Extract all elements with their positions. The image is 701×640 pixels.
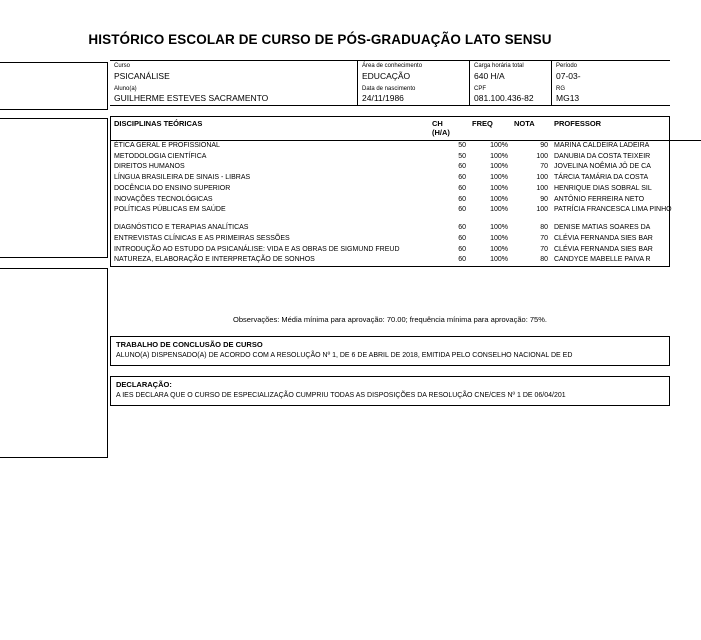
box-registro <box>0 118 108 258</box>
cell-disciplina: DOCÊNCIA DO ENSINO SUPERIOR <box>114 184 231 192</box>
box-registro-line-5 <box>0 189 101 198</box>
cell-nota: 90 <box>540 195 548 203</box>
cell-ch: 60 <box>458 206 466 214</box>
table-row <box>111 205 701 216</box>
cell-professor: CLÉVIA FERNANDA SIES BAR <box>554 234 653 242</box>
cell-professor: DENISE MATIAS SOARES DA <box>554 224 651 231</box>
cell-professor: ANTÔNIO FERREIRA NETO <box>554 195 645 203</box>
cell-ch: 60 <box>458 174 466 181</box>
cell-disciplina: NATUREZA, ELABORAÇÃO E INTERPRETAÇÃO DE SONHOS <box>114 256 315 264</box>
cell-nota: 70 <box>540 234 548 242</box>
trabalho-title: TRABALHO DE CONCLUSÃO DE CURSO <box>116 340 263 349</box>
page-title: HISTÓRICO ESCOLAR DE CURSO DE PÓS-GRADUAÇÃO LATO SENSU <box>88 32 552 47</box>
carga-label: Carga horária total <box>474 63 524 69</box>
rg-value: MG13 <box>556 93 580 104</box>
cell-freq: 100% <box>490 234 508 242</box>
cell-nota: 100 <box>536 152 548 160</box>
header-col-area-nascimento <box>358 61 470 105</box>
cell-ch: 60 <box>458 256 466 264</box>
nascimento-label: Data de nascimento <box>362 85 416 92</box>
box-registro-line-2 <box>0 148 101 157</box>
cell-ch: 50 <box>458 141 466 149</box>
nascimento-value: 24/11/1986 <box>362 93 404 104</box>
panel-trabalho-conclusao <box>110 336 670 366</box>
cell-disciplina: ENTREVISTAS CLÍNICAS E AS PRIMEIRAS SESSÕES <box>114 234 290 242</box>
header-col-carga-cpf <box>470 61 552 105</box>
cell-ch: 60 <box>458 224 466 231</box>
grades-table-body <box>111 140 701 266</box>
cell-freq: 100% <box>490 141 508 149</box>
box-registro-title <box>0 123 101 135</box>
cell-freq: 100% <box>490 163 508 171</box>
periodo-label: Período <box>556 63 578 69</box>
cell-nota: 90 <box>540 141 548 149</box>
cell-professor: PATRÍCIA FRANCESCA LIMA PINHO <box>554 206 672 214</box>
cell-ch: 50 <box>458 152 466 160</box>
carga-value: 640 H/A <box>474 70 505 81</box>
grades-table-container <box>110 116 670 267</box>
table-row <box>111 245 701 256</box>
cell-freq: 100% <box>490 206 508 214</box>
cell-freq: 100% <box>490 174 508 181</box>
col-nota: NOTA <box>511 117 551 140</box>
grades-table-head <box>111 117 701 140</box>
box-autenticidade-title <box>0 273 101 285</box>
col-ch-sub: (H/A) <box>432 128 450 138</box>
table-row <box>111 140 701 151</box>
table-row <box>111 195 701 206</box>
cell-freq: 100% <box>490 256 508 264</box>
cell-disciplina: POLÍTICAS PÚBLICAS EM SAÚDE <box>114 206 226 214</box>
col-disciplinas: DISCIPLINAS TEÓRICAS <box>111 117 429 140</box>
cell-disciplina: INOVAÇÕES TECNOLÓGICAS <box>114 195 213 203</box>
aluno-value: GUILHERME ESTEVES SACRAMENTO <box>114 93 269 104</box>
table-row <box>111 152 701 163</box>
cpf-value: 081.100.436-82 <box>474 93 534 104</box>
cell-disciplina: METODOLOGIA CIENTÍFICA <box>114 152 207 160</box>
box-registro-line-3 <box>0 158 101 167</box>
cell-disciplina: DIREITOS HUMANOS <box>114 163 185 171</box>
table-group-spacer <box>111 216 701 223</box>
table-row <box>111 162 701 173</box>
box-alcance-title <box>0 67 101 79</box>
cell-nota: 100 <box>536 206 548 214</box>
col-professor: PROFESSOR <box>551 117 701 140</box>
header-col-curso-aluno <box>110 61 358 105</box>
col-freq: FREQ <box>469 117 511 140</box>
table-row <box>111 255 701 266</box>
cell-ch: 60 <box>458 163 466 171</box>
cell-nota: 70 <box>540 245 548 253</box>
col-ch <box>429 117 469 140</box>
cell-professor: HENRIQUE DIAS SOBRAL SIL <box>554 184 652 192</box>
col-ch-label: CH <box>432 119 443 128</box>
cell-freq: 100% <box>490 184 508 192</box>
box-registro-line-4 <box>0 173 101 182</box>
cell-professor: DANUBIA DA COSTA TEIXEIR <box>554 152 651 160</box>
aluno-label: Aluno(a) <box>114 85 137 92</box>
area-value: EDUCAÇÃO <box>362 70 411 81</box>
panel-declaracao <box>110 376 670 406</box>
declaracao-text: A IES DECLARA QUE O CURSO DE ESPECIALIZAÇÃO CUMPRIU TODAS AS DISPOSIÇÕES DA RESOLUÇÃO CNE/CES Nº 1 DE 06/04/201 <box>116 392 566 399</box>
cell-nota: 80 <box>540 224 548 231</box>
curso-value: PSICANÁLISE <box>114 70 170 81</box>
rg-label: RG <box>556 85 565 92</box>
table-row <box>111 223 701 234</box>
box-alcance-line-1 <box>0 83 101 92</box>
box-alcance-line-2 <box>0 92 101 101</box>
cell-nota: 100 <box>536 174 548 181</box>
cell-freq: 100% <box>490 152 508 160</box>
header-col-periodo-rg <box>552 61 670 105</box>
cell-freq: 100% <box>490 195 508 203</box>
cell-disciplina: ÉTICA GERAL E PROFISSIONAL <box>114 141 220 149</box>
table-group-spacer-cell <box>111 216 701 223</box>
curso-label: Curso <box>114 63 131 69</box>
cell-professor: TÁRCIA TAMÁRIA DA COSTA <box>554 174 649 181</box>
cell-professor: JOVELINA NOÊMIA JÔ DE CA <box>554 163 651 171</box>
header-info <box>110 60 670 106</box>
cell-ch: 60 <box>458 195 466 203</box>
table-row <box>111 184 701 195</box>
cell-ch: 60 <box>458 234 466 242</box>
periodo-value: 07-03- <box>556 70 581 81</box>
grades-header-row <box>111 117 701 140</box>
cell-disciplina: LÍNGUA BRASILEIRA DE SINAIS - LIBRAS <box>114 174 251 181</box>
observacoes-text: Observações: Média mínima para aprovação: 70.00; frequência mínima para aprovação: 75%. <box>233 315 547 324</box>
trabalho-text: ALUNO(A) DISPENSADO(A) DE ACORDO COM A RESOLUÇÃO Nº 1, DE 6 DE ABRIL DE 2018, EMITIDA PELO CONSELHO NACIONAL DE ED <box>116 352 573 359</box>
cell-freq: 100% <box>490 245 508 253</box>
area-label: Área de conhecimento <box>362 63 423 69</box>
box-alcance <box>0 62 108 110</box>
cell-nota: 80 <box>540 256 548 264</box>
cell-ch: 60 <box>458 184 466 192</box>
cell-freq: 100% <box>490 224 508 231</box>
cell-nota: 100 <box>536 184 548 192</box>
cpf-label: CPF <box>474 85 486 92</box>
box-registro-line-1 <box>0 139 101 148</box>
grades-table <box>111 117 701 266</box>
cell-professor: MARINA CALDEIRA LADEIRA <box>554 141 650 149</box>
box-autenticidade <box>0 268 108 458</box>
table-row <box>111 173 701 184</box>
declaracao-title: DECLARAÇÃO: <box>116 380 172 389</box>
cell-professor: CLÉVIA FERNANDA SIES BAR <box>554 245 653 253</box>
cell-nota: 70 <box>540 163 548 171</box>
cell-disciplina: INTRODUÇÃO AO ESTUDO DA PSICANÁLISE: VIDA E AS OBRAS DE SIGMUND FREUD <box>114 245 400 253</box>
table-row <box>111 234 701 245</box>
cell-ch: 60 <box>458 245 466 253</box>
cell-disciplina: DIAGNÓSTICO E TERAPIAS ANALÍTICAS <box>114 224 249 231</box>
cell-professor: CANDYCE MABELLE PAIVA R <box>554 256 651 264</box>
